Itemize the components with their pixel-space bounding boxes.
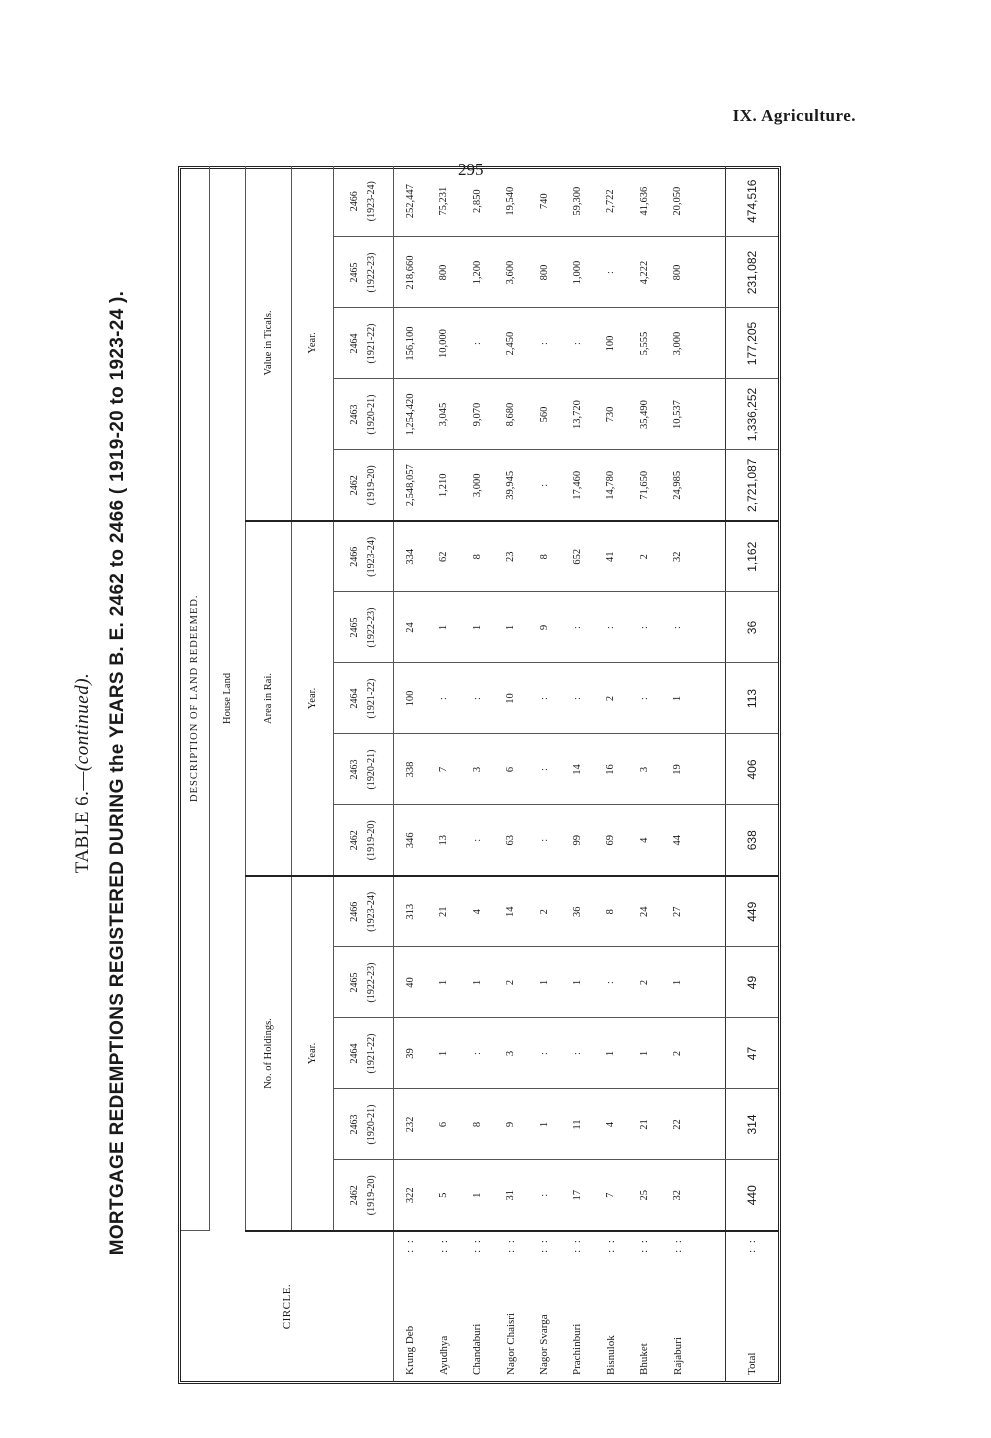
value-cell: 2,548,057 — [393, 450, 427, 521]
value-cell: 2,722 — [594, 166, 627, 237]
rotated-table-block — [70, 162, 785, 1384]
area-cell: 7 — [427, 734, 460, 805]
value-cell: 218,660 — [393, 237, 427, 308]
description-header: DESCRIPTION OF LAND REDEEMED. — [181, 166, 209, 1231]
value-cell: 252,447 — [393, 166, 427, 237]
spacer-cell — [694, 166, 725, 237]
holdings-cell: : — [561, 1018, 594, 1089]
holdings-cell: 40 — [393, 947, 427, 1018]
value-year-2465 — [333, 237, 393, 308]
leader-dots: : : — [504, 1238, 517, 1253]
area-cell: : — [628, 592, 661, 663]
area-cell: 8 — [527, 521, 560, 592]
total-holdings-cell: 440 — [726, 1160, 778, 1231]
holdings-cell: 24 — [628, 876, 661, 947]
leader-dots: : : — [671, 1238, 684, 1253]
total-value-cell: 2,721,087 — [726, 450, 778, 521]
value-cell: 3,045 — [427, 379, 460, 450]
area-cell: 1 — [494, 592, 527, 663]
holdings-cell: 1 — [427, 947, 460, 1018]
holdings-year-2464 — [333, 1018, 393, 1089]
year-be: 2465 — [349, 972, 360, 993]
circle-name-cell — [393, 1231, 427, 1381]
table-row — [661, 166, 694, 1381]
table-row — [494, 166, 527, 1381]
value-cell: 17,460 — [561, 450, 594, 521]
circle-name-cell — [594, 1231, 627, 1381]
holdings-cell: 2 — [494, 947, 527, 1018]
area-cell: 10 — [494, 663, 527, 734]
spacer-cell — [694, 734, 725, 805]
year-ad: (1922-23) — [366, 252, 377, 293]
year-be: 2466 — [349, 546, 360, 567]
area-cell: 32 — [661, 521, 694, 592]
leader-dots: : : — [538, 1238, 551, 1253]
value-cell: 3,000 — [461, 450, 494, 521]
year-ad: (1919-20) — [366, 1175, 377, 1216]
circle-name: Rajaburi — [671, 1337, 684, 1375]
area-cell: 13 — [427, 805, 460, 876]
value-cell: 800 — [527, 237, 560, 308]
value-cell: 730 — [594, 379, 627, 450]
area-cell: : — [461, 805, 494, 876]
area-cell: 1 — [461, 592, 494, 663]
value-cell: 13,720 — [561, 379, 594, 450]
holdings-cell: 22 — [661, 1089, 694, 1160]
holdings-cell: 17 — [561, 1160, 594, 1231]
value-cell: 3,000 — [661, 308, 694, 379]
table-continued: (continued). — [72, 672, 93, 772]
value-cell: 800 — [427, 237, 460, 308]
holdings-cell: 21 — [427, 876, 460, 947]
value-cell: 39,945 — [494, 450, 527, 521]
holdings-cell: 1 — [427, 1018, 460, 1089]
value-cell: 3,600 — [494, 237, 527, 308]
table-number: TABLE 6.— — [72, 771, 93, 874]
section-header: IX. Agriculture. — [732, 106, 856, 125]
total-value-cell: 1,336,252 — [726, 379, 778, 450]
area-cell: 346 — [393, 805, 427, 876]
total-area-cell: 1,162 — [726, 521, 778, 592]
year-ad: (1919-20) — [366, 820, 377, 861]
area-cell: 6 — [494, 734, 527, 805]
area-cell: 2 — [628, 521, 661, 592]
value-cell: 1,000 — [561, 237, 594, 308]
value-cell: 75,231 — [427, 166, 460, 237]
area-cell: : — [527, 663, 560, 734]
value-cell: 9,070 — [461, 379, 494, 450]
area-cell: 16 — [594, 734, 627, 805]
year-ad: (1923-24) — [366, 536, 377, 577]
area-cell: 3 — [628, 734, 661, 805]
year-be: 2463 — [349, 759, 360, 780]
total-value-cell: 231,082 — [726, 237, 778, 308]
table-title: MORTGAGE REDEMPTIONS REGISTERED DURING the YEARS B. E. 2462 to 2466 ( 1919-20 to 1923-24 ). — [107, 290, 128, 1256]
area-year-2463 — [333, 734, 393, 805]
area-cell: 44 — [661, 805, 694, 876]
circle-name-cell — [527, 1231, 560, 1381]
area-cell: 62 — [427, 521, 460, 592]
year-be: 2464 — [349, 688, 360, 709]
holdings-cell: 1 — [527, 947, 560, 1018]
total-label-cell — [726, 1231, 778, 1381]
value-cell: 100 — [594, 308, 627, 379]
holdings-year-2466 — [333, 876, 393, 947]
total-holdings-cell: 314 — [726, 1089, 778, 1160]
value-year-2463 — [333, 379, 393, 450]
holdings-cell: 6 — [427, 1089, 460, 1160]
holdings-year-2462 — [333, 1160, 393, 1231]
area-cell: : — [628, 663, 661, 734]
holdings-cell: 25 — [628, 1160, 661, 1231]
holdings-cell: 11 — [561, 1089, 594, 1160]
circle-name: Nagor Svarga — [538, 1314, 551, 1375]
circle-name: Nagor Chaisri — [504, 1312, 517, 1375]
spacer-cell — [694, 663, 725, 734]
year-ad: (1922-23) — [366, 607, 377, 648]
year-ad: (1920-21) — [366, 749, 377, 790]
holdings-cell: 2 — [661, 1018, 694, 1089]
circle-name-cell — [628, 1231, 661, 1381]
value-cell: 560 — [527, 379, 560, 450]
spacer-cell — [694, 521, 725, 592]
year-ad: (1921-22) — [366, 323, 377, 364]
year-be: 2462 — [349, 1185, 360, 1206]
year-be: 2464 — [349, 1043, 360, 1064]
leader-dots: : : — [746, 1238, 759, 1253]
value-cell: 800 — [661, 237, 694, 308]
spacer-cell — [694, 1231, 725, 1381]
circle-name-cell — [461, 1231, 494, 1381]
holdings-cell: 31 — [494, 1160, 527, 1231]
value-cell: : — [561, 308, 594, 379]
holdings-year-2465 — [333, 947, 393, 1018]
year-ad: (1921-22) — [366, 1033, 377, 1074]
holdings-cell: 39 — [393, 1018, 427, 1089]
holdings-cell: 1 — [461, 1160, 494, 1231]
holdings-cell: : — [527, 1160, 560, 1231]
year-ad: (1920-21) — [366, 1104, 377, 1145]
value-cell: 24,985 — [661, 450, 694, 521]
area-cell: : — [461, 663, 494, 734]
area-cell: 19 — [661, 734, 694, 805]
spacer-cell — [694, 947, 725, 1018]
holdings-cell: : — [527, 1018, 560, 1089]
year-be: 2466 — [349, 191, 360, 212]
year-ad: (1922-23) — [366, 962, 377, 1003]
year-ad: (1921-22) — [366, 678, 377, 719]
circle-name: Krung Deb — [404, 1325, 417, 1375]
value-cell: 1,200 — [461, 237, 494, 308]
value-cell: 10,000 — [427, 308, 460, 379]
area-cell: 652 — [561, 521, 594, 592]
circle-name-cell — [494, 1231, 527, 1381]
year-be: 2462 — [349, 475, 360, 496]
total-area-cell: 36 — [726, 592, 778, 663]
spacer-cell — [694, 876, 725, 947]
circle-name: Ayudhya — [437, 1335, 450, 1375]
total-area-cell: 113 — [726, 663, 778, 734]
year-ad: (1923-24) — [366, 891, 377, 932]
leader-dots: : : — [638, 1238, 651, 1253]
value-cell: 10,537 — [661, 379, 694, 450]
area-cell: : — [427, 663, 460, 734]
value-cell: 14,780 — [594, 450, 627, 521]
area-cell: 23 — [494, 521, 527, 592]
spacer-cell — [694, 1018, 725, 1089]
area-year-2462 — [333, 805, 393, 876]
total-label: Total — [746, 1352, 759, 1375]
area-cell: 1 — [661, 663, 694, 734]
value-year-2466 — [333, 166, 393, 237]
holdings-cell: 8 — [461, 1089, 494, 1160]
area-cell: : — [661, 592, 694, 663]
value-cell: 2,850 — [461, 166, 494, 237]
area-cell: : — [527, 805, 560, 876]
value-cell: 35,490 — [628, 379, 661, 450]
holdings-year-header: Year. — [291, 876, 333, 1231]
total-area-cell: 638 — [726, 805, 778, 876]
table-row — [461, 166, 494, 1381]
area-year-header: Year. — [291, 521, 333, 876]
holdings-cell: 1 — [461, 947, 494, 1018]
holdings-header: No. of Holdings. — [245, 876, 291, 1231]
value-header: Value in Ticals. — [245, 166, 291, 521]
leader-dots: : : — [571, 1238, 584, 1253]
leader-dots: : : — [437, 1238, 450, 1253]
holdings-cell: 7 — [594, 1160, 627, 1231]
holdings-cell: 322 — [393, 1160, 427, 1231]
holdings-cell: 9 — [494, 1089, 527, 1160]
value-cell: 4,222 — [628, 237, 661, 308]
area-cell: 41 — [594, 521, 627, 592]
table-row — [393, 166, 427, 1381]
value-cell: 740 — [527, 166, 560, 237]
value-cell: : — [461, 308, 494, 379]
area-cell: 2 — [594, 663, 627, 734]
area-cell: 9 — [527, 592, 560, 663]
holdings-cell: : — [594, 947, 627, 1018]
area-cell: 4 — [628, 805, 661, 876]
circle-name-cell — [561, 1231, 594, 1381]
value-year-header: Year. — [291, 166, 333, 521]
value-cell: 41,636 — [628, 166, 661, 237]
table-row — [628, 166, 661, 1381]
value-cell: 5,555 — [628, 308, 661, 379]
holdings-cell: 21 — [628, 1089, 661, 1160]
value-cell: : — [527, 308, 560, 379]
area-cell: 338 — [393, 734, 427, 805]
holdings-cell: : — [461, 1018, 494, 1089]
year-ad: (1920-21) — [366, 394, 377, 435]
value-cell: : — [594, 237, 627, 308]
area-cell: 334 — [393, 521, 427, 592]
year-be: 2465 — [349, 262, 360, 283]
value-cell: : — [527, 450, 560, 521]
value-year-2462 — [333, 450, 393, 521]
holdings-cell: 5 — [427, 1160, 460, 1231]
year-be: 2463 — [349, 1114, 360, 1135]
total-holdings-cell: 49 — [726, 947, 778, 1018]
spacer-cell — [694, 1160, 725, 1231]
circle-name: Chandaburi — [471, 1323, 484, 1375]
table-frame — [178, 166, 781, 1384]
area-cell: : — [594, 592, 627, 663]
holdings-cell: 232 — [393, 1089, 427, 1160]
area-year-2466 — [333, 521, 393, 592]
year-ad: (1923-24) — [366, 181, 377, 222]
area-cell: : — [527, 734, 560, 805]
holdings-cell: 14 — [494, 876, 527, 947]
circle-name-cell — [661, 1231, 694, 1381]
holdings-cell: 8 — [594, 876, 627, 947]
circle-name-cell — [427, 1231, 460, 1381]
area-cell: : — [561, 592, 594, 663]
circle-name: Bisnulok — [604, 1335, 617, 1375]
total-value-cell: 177,205 — [726, 308, 778, 379]
value-year-2464 — [333, 308, 393, 379]
house-land-header: House Land — [209, 166, 245, 1231]
total-holdings-cell: 47 — [726, 1018, 778, 1089]
area-cell: 8 — [461, 521, 494, 592]
area-cell: 14 — [561, 734, 594, 805]
spacer-cell — [694, 450, 725, 521]
spacer-cell — [694, 1089, 725, 1160]
total-value-cell: 474,516 — [726, 166, 778, 237]
holdings-cell: 3 — [494, 1018, 527, 1089]
value-cell: 19,540 — [494, 166, 527, 237]
spacer-cell — [694, 379, 725, 450]
holdings-cell: 1 — [661, 947, 694, 1018]
value-cell: 20,050 — [661, 166, 694, 237]
page-number: 295 — [458, 160, 484, 179]
area-cell: 99 — [561, 805, 594, 876]
holdings-year-2463 — [333, 1089, 393, 1160]
circle-header: CIRCLE. — [181, 1231, 393, 1381]
spacer-cell — [694, 805, 725, 876]
table-row — [594, 166, 627, 1381]
value-cell: 1,210 — [427, 450, 460, 521]
year-be: 2464 — [349, 333, 360, 354]
total-row — [726, 166, 778, 1381]
area-cell: 63 — [494, 805, 527, 876]
holdings-cell: 2 — [628, 947, 661, 1018]
table-number-title — [70, 162, 96, 1384]
leader-dots: : : — [404, 1238, 417, 1253]
year-ad: (1919-20) — [366, 465, 377, 506]
year-be: 2463 — [349, 404, 360, 425]
holdings-cell: 32 — [661, 1160, 694, 1231]
holdings-cell: 2 — [527, 876, 560, 947]
area-cell: 1 — [427, 592, 460, 663]
mortgage-redemptions-table — [181, 166, 778, 1381]
holdings-cell: 4 — [594, 1089, 627, 1160]
spacer-cell — [694, 237, 725, 308]
holdings-cell: 36 — [561, 876, 594, 947]
value-cell: 71,650 — [628, 450, 661, 521]
value-cell: 59,300 — [561, 166, 594, 237]
area-cell: 24 — [393, 592, 427, 663]
table-row — [427, 166, 460, 1381]
table-row — [561, 166, 594, 1381]
holdings-cell: 27 — [661, 876, 694, 947]
area-cell: 100 — [393, 663, 427, 734]
year-be: 2465 — [349, 617, 360, 638]
holdings-cell: 313 — [393, 876, 427, 947]
holdings-cell: 1 — [628, 1018, 661, 1089]
area-header: Area in Rai. — [245, 521, 291, 876]
year-be: 2462 — [349, 830, 360, 851]
spacer-row — [694, 166, 725, 1381]
total-area-cell: 406 — [726, 734, 778, 805]
value-cell: 1,254,420 — [393, 379, 427, 450]
value-cell: 8,680 — [494, 379, 527, 450]
leader-dots: : : — [471, 1238, 484, 1253]
spacer-cell — [694, 308, 725, 379]
circle-name: Prachinburi — [571, 1323, 584, 1375]
leader-dots: : : — [604, 1238, 617, 1253]
area-year-2465 — [333, 592, 393, 663]
value-cell: 2,450 — [494, 308, 527, 379]
holdings-cell: 1 — [527, 1089, 560, 1160]
year-be: 2466 — [349, 901, 360, 922]
holdings-cell: 1 — [561, 947, 594, 1018]
total-holdings-cell: 449 — [726, 876, 778, 947]
area-cell: 3 — [461, 734, 494, 805]
value-cell: 156,100 — [393, 308, 427, 379]
spacer-cell — [694, 592, 725, 663]
holdings-cell: 1 — [594, 1018, 627, 1089]
holdings-cell: 4 — [461, 876, 494, 947]
table-row — [527, 166, 560, 1381]
circle-name: Bhuket — [638, 1343, 651, 1375]
area-year-2464 — [333, 663, 393, 734]
area-cell: 69 — [594, 805, 627, 876]
area-cell: : — [561, 663, 594, 734]
